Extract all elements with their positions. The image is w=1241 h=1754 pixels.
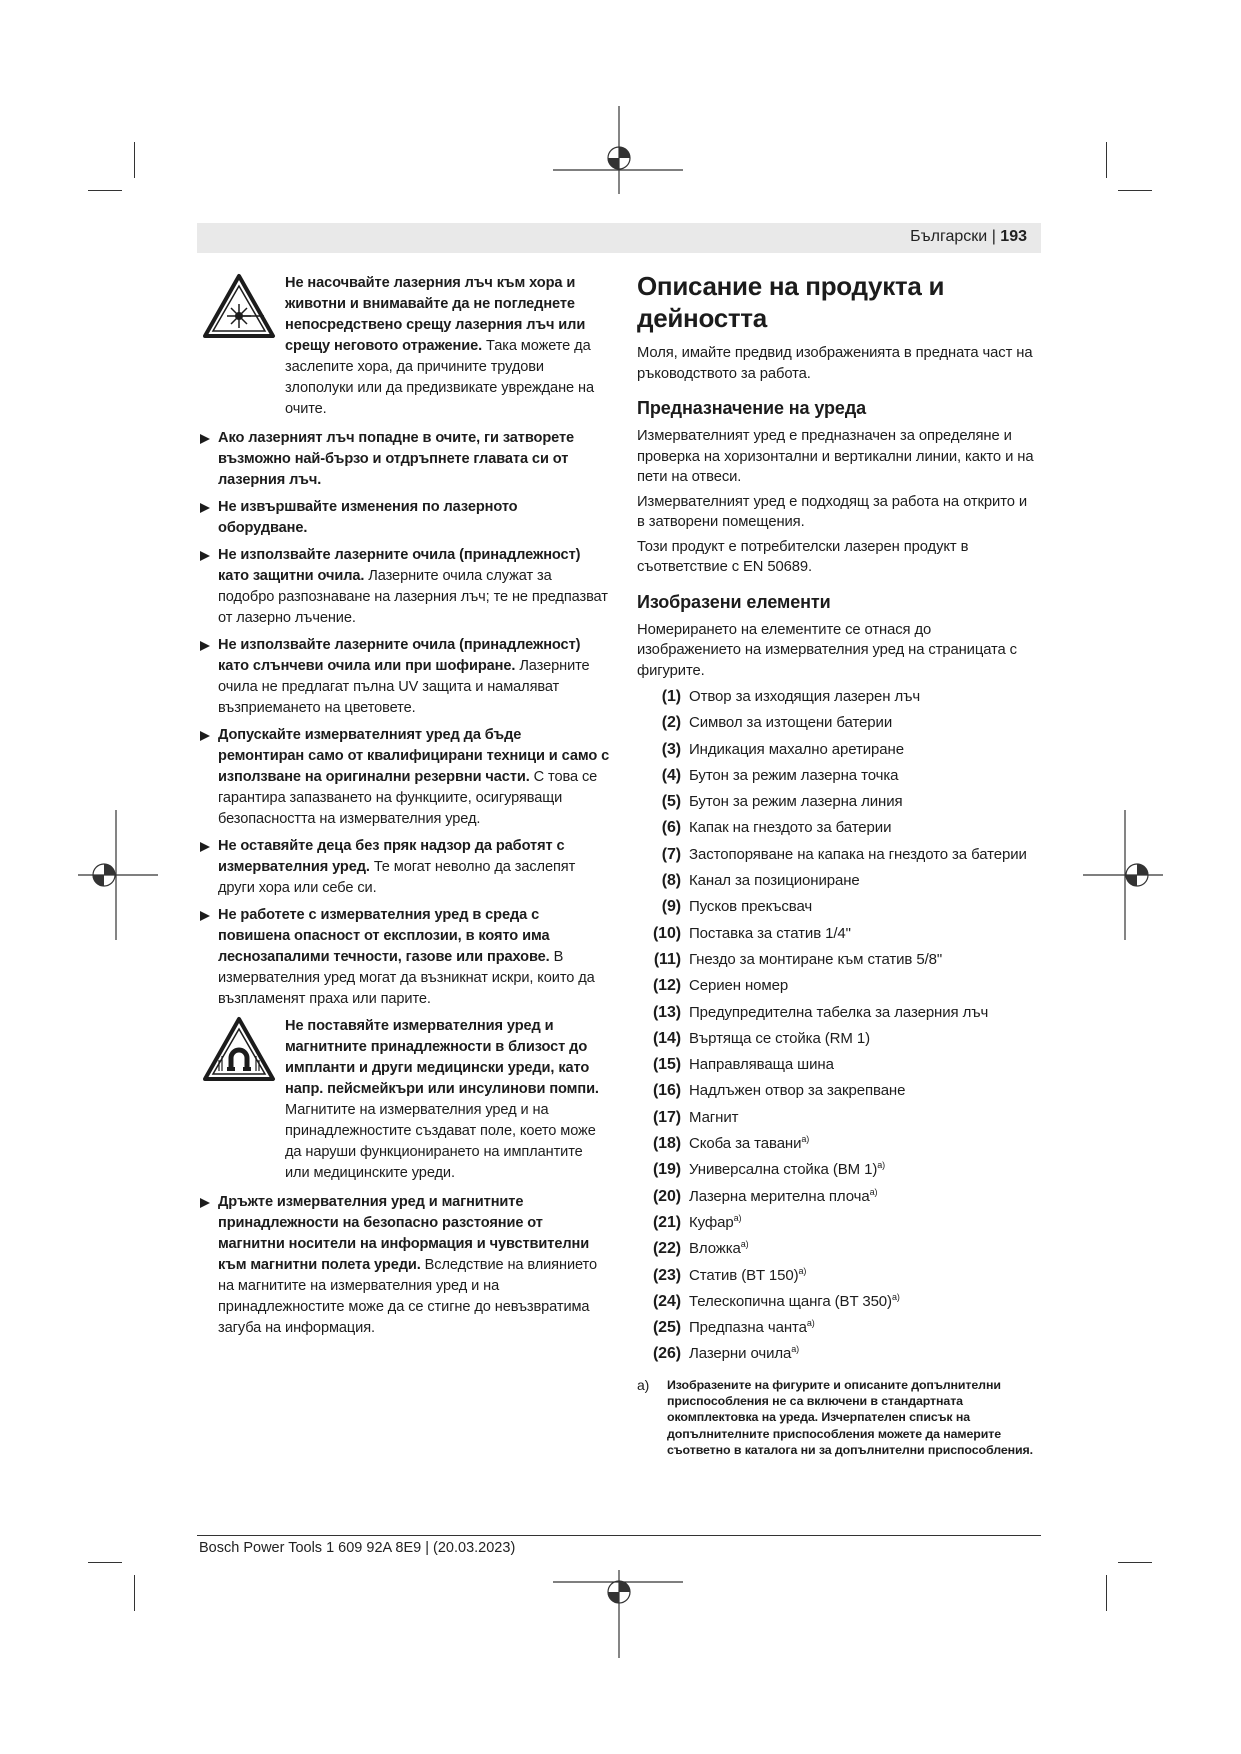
item-footnote-ref: a) <box>791 1344 800 1355</box>
crop-mark <box>134 1575 135 1611</box>
elements-list <box>637 687 1037 1371</box>
list-item <box>637 713 1037 739</box>
item-label <box>689 1081 905 1102</box>
item-label <box>689 687 920 708</box>
magnet-warning-icon <box>202 1016 276 1082</box>
item-label-text: Скоба за тавани <box>689 1135 802 1153</box>
bullet-item <box>200 905 610 1010</box>
purpose-heading: Предназначение на уреда <box>637 398 867 418</box>
footnote-mark: a) <box>637 1376 650 1393</box>
laser-warning-bold: Не насочвайте лазерния лъч към хора и животни и внимавайте да не погледнете непосредствено срещу лазерния лъч или срещу неговото отражение. <box>285 275 586 354</box>
header-text <box>910 228 1027 246</box>
crop-mark <box>1118 190 1152 191</box>
item-number: (2) <box>661 714 681 732</box>
left-column <box>200 273 610 1345</box>
item-footnote-ref: a) <box>806 1318 815 1329</box>
laser-warning-normal: Така можете да заслепите хора, да причините трудови злополуки или да предизвикате увреждане на очите. <box>285 338 594 417</box>
crop-mark <box>134 142 135 178</box>
magnet-warning-normal: Магнитите на измервателния уред и на принадлежностите създават поле, което може да наруши функционирането на имплантите или медицинските уреди. <box>285 1102 596 1181</box>
laser-warning-icon <box>202 273 276 339</box>
list-item <box>637 792 1037 818</box>
item-number: (18) <box>652 1135 681 1153</box>
purpose-paragraph: Измервателният уред е подходящ за работа на открито и в затворени помещения. <box>637 493 1028 530</box>
list-item <box>637 924 1037 950</box>
item-label-text: Гнездо за монтиране към статив 5/8" <box>689 950 943 968</box>
list-item <box>637 1266 1037 1292</box>
laser-warning-text <box>285 273 610 420</box>
item-label <box>689 976 788 997</box>
list-item <box>637 976 1037 1002</box>
item-number: (10) <box>652 924 681 942</box>
bullet-text <box>218 1192 610 1339</box>
bullet-bold: Допускайте измервателният уред да бъде ремонтиран само от квалифицирани техници и само с използване на оригинални резервни части. <box>218 727 610 785</box>
footer-rule <box>197 1535 1041 1536</box>
magnet-warning-bold: Не поставяйте измервателния уред и магнитните принадлежности в близост до импланти и други медицински уреди, като напр. пейсмейкъри или инсулинови помпи. <box>285 1018 599 1097</box>
item-label <box>689 1213 741 1234</box>
item-label-text: Предпазна чанта <box>689 1319 807 1337</box>
item-label-text: Надлъжен отвор за закрепване <box>689 1082 906 1100</box>
bullet-triangle-icon <box>200 641 210 651</box>
item-label <box>689 871 860 892</box>
item-label-text: Универсална стойка (BM 1) <box>689 1161 878 1179</box>
item-label-text: Предупредителна табелка за лазерния лъч <box>689 1003 989 1021</box>
bullet-normal: В измервателния уред могат да възникнат искри, които да възпламенят праха или парите. <box>218 949 595 1007</box>
bullet-text <box>218 497 610 539</box>
item-label <box>689 1318 815 1339</box>
list-item <box>637 740 1037 766</box>
item-label-text: Канал за позициониране <box>689 872 860 890</box>
item-label <box>689 818 891 839</box>
item-footnote-ref: a) <box>891 1291 900 1302</box>
list-item <box>637 1108 1037 1134</box>
item-number: (20) <box>652 1187 681 1205</box>
list-item <box>637 1239 1037 1265</box>
registration-mark-bottom <box>553 1570 683 1660</box>
bullet-triangle-icon <box>200 731 210 741</box>
item-number: (24) <box>652 1292 681 1310</box>
registration-mark-right <box>1083 810 1163 940</box>
item-label <box>689 1055 834 1076</box>
header-language: Български <box>910 228 988 245</box>
list-item <box>637 950 1037 976</box>
item-number: (16) <box>652 1082 681 1100</box>
item-number: (17) <box>652 1108 681 1126</box>
page-header <box>197 223 1041 253</box>
list-item <box>637 1081 1037 1107</box>
bullet-text <box>218 905 610 1010</box>
item-label <box>689 1239 749 1260</box>
page-footer: Bosch Power Tools 1 609 92A 8E9 | (20.03.2023) <box>199 1540 516 1556</box>
bullet-bold: Не използвайте лазерните очила (принадлежност) като слънчеви очила или при шофиране. <box>218 637 581 674</box>
crop-mark <box>88 190 122 191</box>
bullet-text <box>218 428 610 491</box>
magnet-warning-text <box>285 1016 610 1184</box>
list-item <box>637 845 1037 871</box>
item-label-text: Бутон за режим лазерна линия <box>689 793 903 811</box>
item-label <box>689 1108 738 1129</box>
item-label <box>689 1266 806 1287</box>
item-number: (1) <box>661 688 681 705</box>
list-item <box>637 897 1037 923</box>
item-label <box>689 845 1027 866</box>
bullet-bold: Не използвайте лазерните очила (принадлежност) като защитни очила. <box>218 547 581 584</box>
item-label <box>689 740 904 761</box>
item-number: (26) <box>652 1345 681 1363</box>
bullet-normal: Те могат неволно да заслепят други хора или себе си. <box>218 859 576 896</box>
footnote <box>637 1377 1037 1458</box>
item-label <box>689 1134 809 1155</box>
item-label-text: Куфар <box>689 1213 734 1231</box>
item-label <box>689 1160 885 1181</box>
bullet-normal: С това се гарантира запазването на функциите, осигуряващи безопасността на измервателния уред. <box>218 769 598 827</box>
item-number: (4) <box>661 766 681 784</box>
item-label-text: Статив (BT 150) <box>689 1266 799 1284</box>
item-label-text: Телескопична щанга (BT 350) <box>689 1292 892 1310</box>
elements-heading: Изобразени елементи <box>637 591 831 612</box>
item-label <box>689 792 903 813</box>
item-number: (19) <box>652 1161 681 1179</box>
list-item <box>637 1029 1037 1055</box>
list-item <box>637 766 1037 792</box>
item-number: (7) <box>661 845 681 863</box>
crop-mark <box>1106 1575 1107 1611</box>
bullet-text <box>218 836 610 899</box>
item-footnote-ref: a) <box>740 1239 749 1250</box>
item-number: (8) <box>661 872 681 890</box>
item-number: (15) <box>652 1056 681 1074</box>
bullet-item <box>200 545 610 629</box>
item-number: (12) <box>652 977 681 995</box>
item-number: (14) <box>652 1029 681 1047</box>
bullet-item <box>200 497 610 539</box>
bullet-bold: Ако лазерният лъч попадне в очите, ги затворете възможно най-бързо и отдръпнете главата си от лазерния лъч. <box>218 430 575 488</box>
item-number: (13) <box>652 1003 681 1021</box>
item-label <box>689 766 898 787</box>
item-label-text: Индикация махално аретиране <box>689 740 904 758</box>
item-label-text: Капак на гнездото за батерии <box>689 819 892 837</box>
list-item <box>637 818 1037 844</box>
bullet-triangle-icon <box>200 503 210 513</box>
item-number: (3) <box>661 740 681 758</box>
item-footnote-ref: a) <box>869 1186 878 1197</box>
item-label-text: Символ за изтощени батерии <box>689 714 893 732</box>
bullet-text <box>218 545 610 629</box>
item-label-text: Лазерна мерителна плоча <box>689 1187 870 1205</box>
bullet-item <box>200 836 610 899</box>
bullet-triangle-icon <box>200 911 210 921</box>
bullet-text <box>218 635 610 719</box>
list-item <box>637 1055 1037 1081</box>
item-label <box>689 924 851 945</box>
page-number: 193 <box>1000 228 1027 245</box>
crop-mark <box>1118 1562 1152 1563</box>
crop-mark <box>1106 142 1107 178</box>
item-number: (5) <box>661 793 681 811</box>
purpose-paragraph: Този продукт е потребителски лазерен продукт в съответствие с EN 50689. <box>637 538 969 575</box>
bullet-bold: Не оставяйте деца без пряк надзор да работят с измервателния уред. <box>218 838 565 875</box>
item-label-text: Бутон за режим лазерна точка <box>689 766 899 784</box>
item-number: (11) <box>653 950 681 968</box>
registration-mark-left <box>78 810 158 940</box>
item-label-text: Въртяща се стойка (RM 1) <box>689 1029 870 1047</box>
item-number: (6) <box>661 819 681 837</box>
item-label-text: Сериен номер <box>689 977 789 995</box>
item-label-text: Пусков прекъсвач <box>689 898 813 916</box>
item-label-text: Лазерни очила <box>689 1345 792 1363</box>
list-item <box>637 1134 1037 1160</box>
item-label-text: Магнит <box>689 1108 739 1126</box>
bullet-triangle-icon <box>200 1198 210 1208</box>
item-number: (25) <box>652 1319 681 1337</box>
bullet-item <box>200 428 610 491</box>
list-item <box>637 1160 1037 1186</box>
list-item <box>637 687 1037 713</box>
header-separator: | <box>991 228 996 245</box>
bullet-bold: Не работете с измервателния уред в среда с повишена опасност от експлозии, в която има леснозапалими течности, газове или прахове. <box>218 907 550 965</box>
list-item <box>637 1213 1037 1239</box>
item-footnote-ref: a) <box>801 1134 810 1145</box>
item-label <box>689 1344 799 1365</box>
magnet-warning <box>200 1016 610 1184</box>
registration-mark-top <box>553 106 683 196</box>
bullet-item <box>200 1192 610 1339</box>
item-label <box>689 950 942 971</box>
item-footnote-ref: a) <box>733 1212 742 1223</box>
intro-text: Моля, имайте предвид изображенията в предната част на ръководството за работа. <box>637 345 1033 382</box>
item-number: (22) <box>652 1240 681 1258</box>
crop-mark <box>88 1562 122 1563</box>
bullet-normal: Вследствие на влиянието на магнитите на измервателния уред и на принадлежностите може да се стигне до невъзвратима загуба на информация. <box>218 1257 597 1336</box>
item-label <box>689 1029 870 1050</box>
bullet-text <box>218 725 610 830</box>
list-item <box>637 871 1037 897</box>
elements-intro: Номерирането на елементите се отнася до изображението на измервателния уред на страницата с фигурите. <box>637 621 1017 679</box>
item-label-text: Поставка за статив 1/4" <box>689 924 851 942</box>
item-label <box>689 713 892 734</box>
item-footnote-ref: a) <box>798 1265 807 1276</box>
bullet-item <box>200 635 610 719</box>
item-label <box>689 897 812 918</box>
item-label <box>689 1292 900 1313</box>
item-footnote-ref: a) <box>877 1160 886 1171</box>
item-label <box>689 1003 988 1024</box>
list-item <box>637 1292 1037 1318</box>
section-title: Описание на продукта и дейността <box>637 271 945 333</box>
bullet-triangle-icon <box>200 434 210 444</box>
item-label-text: Застопоряване на капака на гнездото за батерии <box>689 845 1027 863</box>
item-number: (23) <box>652 1266 681 1284</box>
item-number: (21) <box>652 1213 681 1231</box>
bullet-item <box>200 725 610 830</box>
laser-warning <box>200 273 610 420</box>
bullet-normal: Лазерните очила не предлагат пълна UV защита и намаляват възприемането на цветовете. <box>218 658 590 716</box>
bullet-triangle-icon <box>200 551 210 561</box>
bullet-bold: Не извършвайте изменения по лазерното оборудване. <box>218 499 518 536</box>
item-label-text: Вложка <box>689 1240 741 1258</box>
footnote-text: Изобразените на фигурите и описаните допълнителни приспособления не са включени в стандартната окомплектовка на уреда. Изчерпателен списък на допълнителните приспособления можете да намерите съответно в каталога ни за допълнителни приспособления. <box>667 1377 1034 1457</box>
list-item <box>637 1003 1037 1029</box>
bullet-normal: Лазерните очила служат за подобро разпознаване на лазерния лъч; те не предпазват от лазерно лъчение. <box>218 568 608 626</box>
bullet-triangle-icon <box>200 842 210 852</box>
right-column <box>637 270 1037 1458</box>
item-label-text: Отвор за изходящия лазерен лъч <box>689 688 921 705</box>
bullet-bold: Дръжте измервателния уред и магнитните принадлежности на безопасно разстояние от магнитни носители на информация и чувствителни към магнитни полета уреди. <box>218 1194 590 1273</box>
item-label-text: Направляваща шина <box>689 1056 834 1074</box>
list-item <box>637 1318 1037 1344</box>
list-item <box>637 1344 1037 1370</box>
item-number: (9) <box>661 898 681 916</box>
purpose-paragraph: Измервателният уред е предназначен за определяне и проверка на хоризонтални и вертикални линии, както и на пети на отвеси. <box>637 428 1034 485</box>
item-label <box>689 1187 877 1208</box>
list-item <box>637 1187 1037 1213</box>
